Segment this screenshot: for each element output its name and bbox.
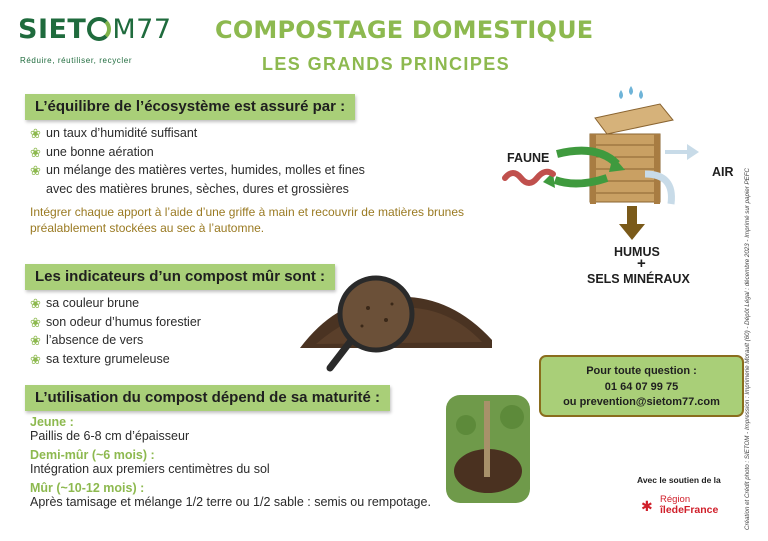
support-text: Avec le soutien de la xyxy=(637,475,721,485)
sietom-logo xyxy=(18,14,172,45)
list-item: ❀ sa texture grumeleuse xyxy=(30,350,290,369)
contact-box xyxy=(539,355,744,417)
stage-label-demi-mur: Demi-mûr (~6 mois) : xyxy=(30,448,155,462)
credits-vertical: Création et Crédit photo : SIETOM - Impression : Imprimerie Morault (60) - Dépôt Légal : décembre 2023 - Imprimé sur papier PEFC xyxy=(744,168,751,530)
list-item: ❀ son odeur d’humus forestier xyxy=(30,313,290,332)
flower-bullet-icon: ❀ xyxy=(30,314,41,330)
stage-text-mur: Après tamisage et mélange 1/2 terre ou 1/2 sable : semis ou rempotage. xyxy=(30,495,431,509)
logo-tagline: Réduire, réutiliser, recycler xyxy=(20,56,133,65)
recycle-ring-icon xyxy=(87,17,111,41)
ecosystem-list xyxy=(30,124,500,198)
compost-pile-image xyxy=(296,270,496,375)
label-faune: FAUNE xyxy=(507,151,550,165)
stage-label-mur: Mûr (~10-12 mois) : xyxy=(30,481,145,495)
tree-mulch-photo xyxy=(446,395,530,503)
stage-label-jeune: Jeune : xyxy=(30,415,74,429)
composter-diagram xyxy=(495,82,745,292)
usage-list xyxy=(30,415,470,509)
ecosystem-note: Intégrer chaque apport à l’aide d’une griffe à main et recouvrir de matières brunes préalablement stockées au sec à l’automne. xyxy=(30,205,465,235)
green-arrow-out-icon xyxy=(555,178,607,184)
logo-text-right: M77 xyxy=(112,14,172,45)
flower-bullet-icon: ❀ xyxy=(30,144,41,160)
section-heading-usage: L’utilisation du compost dépend de sa maturité : xyxy=(25,385,390,411)
contact-email[interactable]: ou prevention@sietom77.com xyxy=(563,396,720,408)
contact-phone[interactable]: 01 64 07 99 75 xyxy=(604,380,679,393)
list-item: ❀ sa couleur brune xyxy=(30,294,290,313)
page-subtitle: LES GRANDS PRINCIPES xyxy=(262,54,511,74)
list-item: ❀ un mélange des matières vertes, humides, molles et fines xyxy=(30,161,500,180)
label-humus: HUMUS xyxy=(614,245,660,259)
flower-bullet-icon: ❀ xyxy=(30,163,41,178)
list-item: ❀ un taux d’humidité suffisant xyxy=(30,124,500,143)
list-item: ❀ une bonne aération xyxy=(30,143,500,162)
list-item-continuation: avec des matières brunes, sèches, dures et grossières xyxy=(46,181,349,196)
stage-text-jeune: Paillis de 6-8 cm d’épaisseur xyxy=(30,429,190,443)
flower-bullet-icon: ❀ xyxy=(30,296,41,311)
flower-bullet-icon: ❀ xyxy=(30,333,41,348)
label-plus: + xyxy=(637,255,646,272)
logo-text-left: SIET xyxy=(18,14,87,45)
flower-bullet-icon: ❀ xyxy=(30,351,41,367)
water-drops-icon xyxy=(619,86,643,99)
stage-text-demi-mur: Intégration aux premiers centimètres du sol xyxy=(30,462,270,476)
flower-bullet-icon: ❀ xyxy=(30,126,41,141)
brown-arrow-icon xyxy=(627,206,637,226)
region-star-icon: ✱ xyxy=(641,498,653,514)
indicators-list xyxy=(30,294,290,368)
label-sels-mineraux: SELS MINÉRAUX xyxy=(587,272,690,286)
page-title: COMPOSTAGE DOMESTIQUE xyxy=(215,16,594,44)
contact-heading: Pour toute question : xyxy=(586,365,697,377)
list-item: ❀ l’absence de vers xyxy=(30,331,290,350)
label-air: AIR xyxy=(712,165,734,179)
section-heading-ecosystem: L’équilibre de l’écosystème est assuré par : xyxy=(25,94,355,120)
section-heading-indicators: Les indicateurs d’un compost mûr sont : xyxy=(25,264,335,290)
